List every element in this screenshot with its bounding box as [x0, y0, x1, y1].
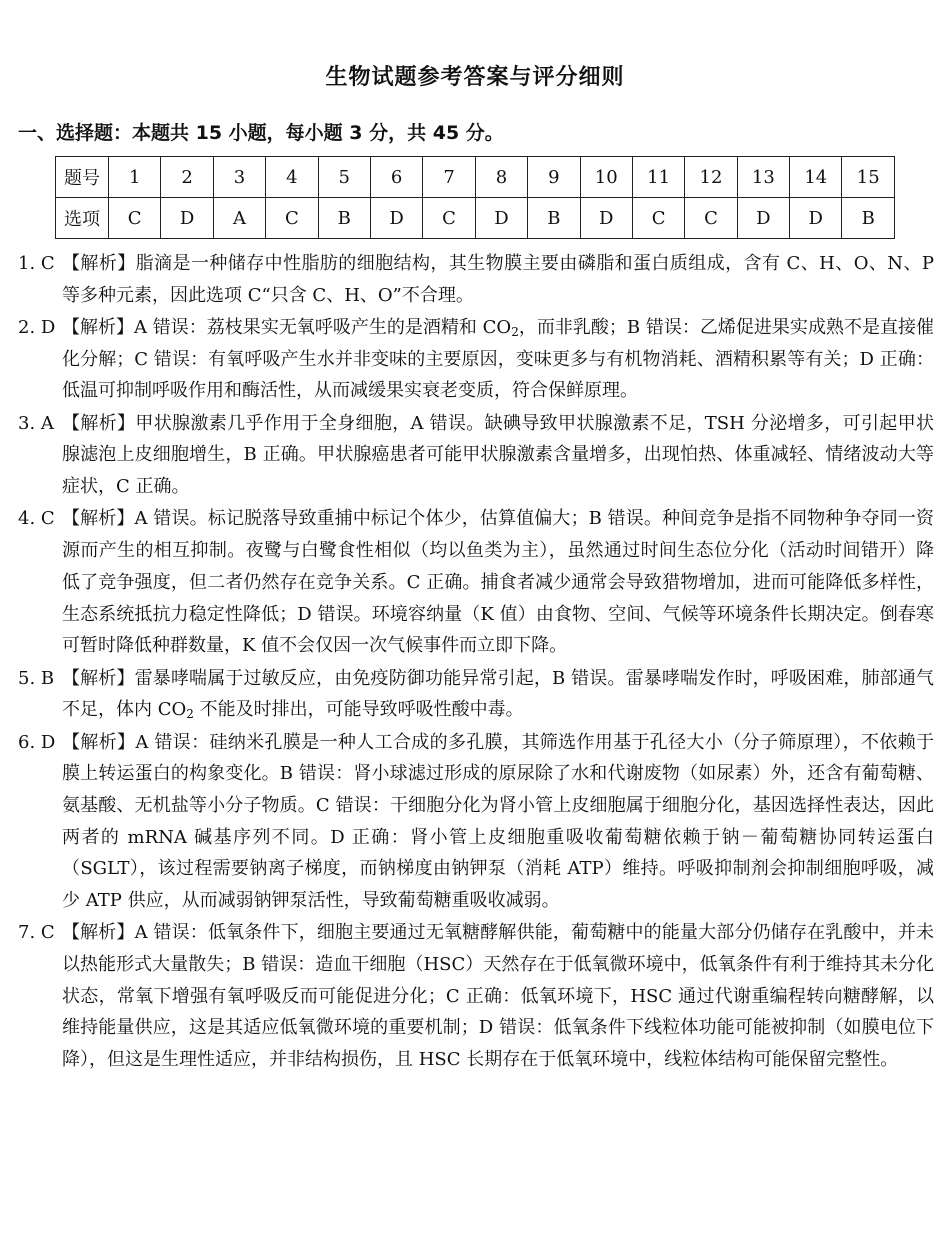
answer-cell: C — [423, 198, 475, 239]
item-text — [62, 248, 934, 311]
answer-cell: B — [318, 198, 370, 239]
row-label-question-number: 题号 — [56, 157, 109, 198]
explanation-item-3 — [18, 408, 934, 503]
question-number: 8 — [475, 157, 527, 198]
question-number: 14 — [790, 157, 842, 198]
item-text — [62, 408, 934, 503]
item-text-part: 【解析】雷暴哮喘属于过敏反应，由免疫防御功能异常引起，B 错误。雷暴哮喘发作时，呼吸困难，肺部通气不足，体内 CO — [62, 667, 934, 721]
answer-cell: C — [109, 198, 161, 239]
item-number: 6. D — [18, 731, 56, 753]
answer-cell: D — [475, 198, 527, 239]
item-text — [62, 312, 934, 407]
answer-cell: C — [632, 198, 684, 239]
question-number: 10 — [580, 157, 632, 198]
row-label-answer: 选项 — [56, 198, 109, 239]
item-number: 1. C — [18, 253, 55, 274]
subscript: 2 — [186, 707, 194, 722]
answer-cell: D — [580, 198, 632, 239]
subscript: 2 — [511, 325, 519, 339]
item-text — [62, 917, 934, 1076]
answer-table — [55, 156, 895, 239]
item-text-part: 【解析】A 错误：硅纳米孔膜是一种人工合成的多孔膜，其筛选作用基于孔径大小（分子筛原理），不依赖于膜上转运蛋白的构象变化。B 错误：肾小球滤过形成的原尿除了水和代谢废物（如尿素）外，还含有葡萄糖、氨基酸、无机盐等小分子物质。C 错误：干细胞分化为肾小管上皮细胞属于细胞分化，基因选择性表达，因此两者的 mRNA 碱基序列不同。D 正确：肾小管上皮细胞重吸收葡萄糖依赖于钠－葡萄糖协同转运蛋白（SGLT），该过程需要钠离子梯度，而钠梯度由钠钾泵（消耗 ATP）维持。呼吸抑制剂会抑制细胞呼吸，减少 ATP 供应，从而减弱钠钾泵活性，导致葡萄糖重吸收减弱。 — [62, 731, 934, 912]
explanation-item-6 — [18, 727, 934, 917]
answer-cell: A — [213, 198, 265, 239]
explanation-item-1 — [18, 248, 934, 311]
question-number: 15 — [842, 157, 895, 198]
answer-cell: B — [528, 198, 580, 239]
section-heading-choice: 一、选择题：本题共 15 小题，每小题 3 分，共 45 分。 — [18, 122, 504, 144]
answer-cell: B — [842, 198, 895, 239]
explanation-item-2 — [18, 312, 934, 407]
explanation-item-4 — [18, 503, 934, 662]
answer-cell: D — [737, 198, 789, 239]
item-number: 5. B — [18, 667, 55, 689]
question-number: 1 — [109, 157, 161, 198]
explanation-item-5 — [18, 663, 934, 726]
question-number: 7 — [423, 157, 475, 198]
question-number: 9 — [528, 157, 580, 198]
item-text-part: ，而非乳酸；B 错误：乙烯促进果实成熟不是直接催化分解；C 错误：有氧呼吸产生水并非变味的主要原因，变味更多与有机物消耗、酒精积累等有关；D 正确：低温可抑制呼吸作用和酶活性，从而减缓果实衰老变质，符合保鲜原理。 — [62, 317, 934, 402]
question-number: 12 — [685, 157, 737, 198]
item-number: 3. A — [18, 412, 54, 434]
answer-cell: D — [161, 198, 213, 239]
answer-cell: C — [266, 198, 318, 239]
answer-row — [56, 198, 895, 239]
item-number: 7. C — [18, 922, 55, 944]
question-number: 2 — [161, 157, 213, 198]
page-title: 生物试题参考答案与评分细则 — [325, 65, 625, 90]
item-text-part: 【解析】甲状腺激素几乎作用于全身细胞，A 错误。缺碘导致甲状腺激素不足，TSH 分泌增多，可引起甲状腺滤泡上皮细胞增生，B 正确。甲状腺癌患者可能甲状腺激素含量增多，出现怕热、体重减轻、情绪波动大等症状，C 正确。 — [62, 412, 934, 498]
item-text-part: 【解析】A 错误：荔枝果实无氧呼吸产生的是酒精和 CO — [62, 317, 512, 338]
answer-cell: C — [685, 198, 737, 239]
explanation-item-7 — [18, 917, 934, 1076]
item-text — [62, 663, 934, 726]
item-number: 2. D — [18, 317, 56, 338]
item-text-part: 【解析】脂滴是一种储存中性脂肪的细胞结构，其生物膜主要由磷脂和蛋白质组成，含有 C、H、O、N、P 等多种元素，因此选项 C“只含 C、H、O”不合理。 — [62, 253, 934, 306]
item-text — [62, 727, 934, 917]
answer-cell: D — [370, 198, 422, 239]
item-number: 4. C — [18, 508, 55, 530]
item-text-part: 【解析】A 错误：低氧条件下，细胞主要通过无氧糖酵解供能，葡萄糖中的能量大部分仍储存在乳酸中，并未以热能形式大量散失；B 错误：造血干细胞（HSC）天然存在于低氧微环境中，低氧条件有利于维持其未分化状态，常氧下增强有氧呼吸反而可能促进分化；C 正确：低氧环境下，HSC 通过代谢重编程转向糖酵解，以维持能量供应，这是其适应低氧微环境的重要机制；D 错误：低氧条件下线粒体功能可能被抑制（如膜电位下降），但这是生理性适应，并非结构损伤，且 HSC 长期存在于低氧环境中，线粒体结构可能保留完整性。 — [62, 922, 934, 1071]
question-number: 5 — [318, 157, 370, 198]
question-number: 13 — [737, 157, 789, 198]
question-number: 11 — [632, 157, 684, 198]
question-number: 4 — [266, 157, 318, 198]
item-text — [62, 503, 934, 662]
question-number-row — [56, 157, 895, 198]
item-text-part: 【解析】A 错误。标记脱落导致重捕中标记个体少，估算值偏大；B 错误。种间竞争是指不同物种争夺同一资源而产生的相互抑制。夜鹭与白鹭食性相似（均以鱼类为主），虽然通过时间生态位分化（活动时间错开）降低了竞争强度，但二者仍然存在竞争关系。C 正确。捕食者减少通常会导致猎物增加，进而可能降低多样性，生态系统抵抗力稳定性降低；D 错误。环境容纳量（K 值）由食物、空间、气候等环境条件长期决定。倒春寒可暂时降低种群数量，K 值不会仅因一次气候事件而立即下降。 — [62, 508, 934, 657]
answer-cell: D — [790, 198, 842, 239]
question-number: 3 — [213, 157, 265, 198]
question-number: 6 — [370, 157, 422, 198]
explanation-list — [18, 248, 934, 1076]
item-text-part: 不能及时排出，可能导致呼吸性酸中毒。 — [193, 699, 524, 721]
